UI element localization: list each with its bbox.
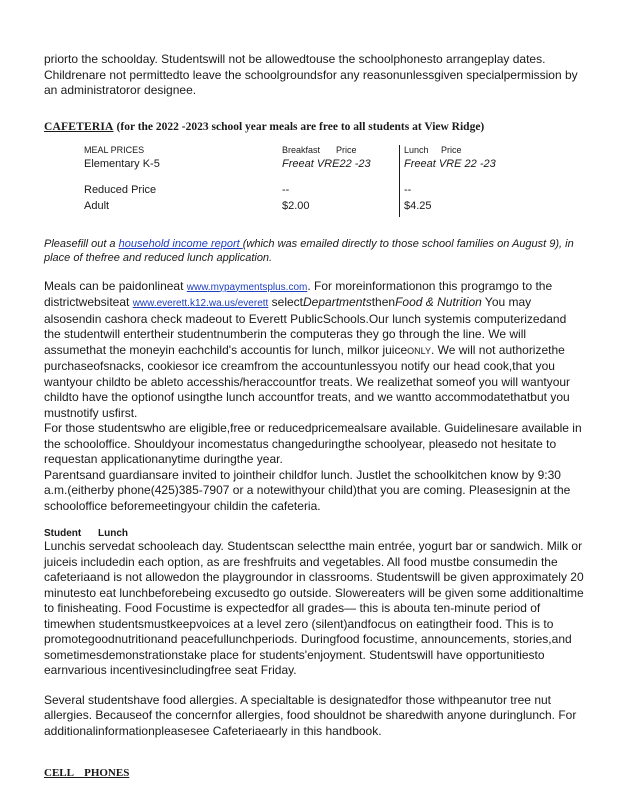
payment-text-5: . We will not authorizethe purchaseofsnacks, cookiesor ice creamfrom the accountunlessyou notify our head cook,that you wantyour childto be ableto accesshis/heraccountfor treats. We realizethat someof you will wantyour childto have the optionof usingthe lunch accountfor treats, and we wantto accommodatethatbut you mustnotify usfirst.: [44, 342, 571, 420]
note-prefix: Pleasefill out a: [44, 237, 119, 250]
lunch-header: Lunch: [404, 144, 429, 155]
row-elementary-breakfast: Freeat VRE22 -23: [282, 157, 371, 170]
payment-text-4: You may alsosendin cashora check madeout to Everett PublicSchools.Our lunch systemis computerizedand the studentwill entertheir studentnumberin the computeras they go through the line. We will assumethat the moneyin eachchild's accountis for lunch, milkor juice: [44, 295, 567, 357]
only-text: ONLY: [407, 345, 431, 356]
payment-paragraph: [44, 279, 584, 422]
mypaymentsplus-link[interactable]: www.mypaymentsplus.com: [186, 281, 308, 293]
lunch-price-header: Price: [441, 144, 462, 155]
payment-text-1: Meals can be paidonlineat: [44, 278, 187, 293]
row-adult-breakfast: $2.00: [282, 199, 310, 212]
meal-prices-header: MEAL PRICES: [84, 144, 145, 155]
eligibility-paragraph: For those studentswho are eligible,free or reducedpricemealsare available. Guidelinesare available in the schooloffice. Shouldyour incomestatus changeduringthe schoolyear, pleasedo not hesitate to requestan applicationanytime duringthe year.: [44, 421, 582, 466]
household-income-report-link[interactable]: household income report: [118, 237, 243, 250]
row-adult-lunch: $4.25: [404, 199, 432, 212]
meal-price-table: [44, 143, 584, 221]
parents-paragraph: Parentsand guardiansare invited to jointheir childfor lunch. Justlet the schoolkitchen know by 9:30 a.m.(eitherby phone(425)385-7907 or a notewithyour child)that you are coming. Pleasesignin at the schooloffice beforemeetingyour childin the cafeteria.: [44, 467, 571, 513]
student-lunch-paragraph: Lunchis servedat schooleach day. Studentscan selectthe main entrée, yogurt bar or sandwich. Milk or juiceis includedin each option, as are freshfruits and vegetables. All food mustbe consumedin the cafeteriaand is not allowedon the playgroundor in classrooms. Studentswill be given approximately 20 minutesto eat lunchbeforebeing excusedto go outside. Slowereaters will be given some additionaltime to finisheating. Food Focustime is expectedfor all grades— this is abouta ten-minute period of timewhen studentsmustkeepvoices at a level zero (silent)andfocus on eatingtheir food. This is to promotegoodnutritionand peacefullunchperiods. Duringfood focustime, announcements, stories,and sometimesdemonstrationstake place for students'enjoyment. Studentswill have opportunitiesto earnvarious incentivesincludingfree seat Friday.: [44, 539, 584, 677]
household-income-note: [44, 237, 584, 265]
row-reduced-label: Reduced Price: [84, 183, 157, 196]
row-reduced-lunch: --: [404, 183, 412, 196]
cafeteria-heading: CAFETERIA: [44, 120, 114, 133]
allergies-paragraph: Several studentshave food allergies. A specialtable is designatedfor those withpeanutor tree nut allergies. Becauseof the concernfor allergies, food shouldnot be sharedwith anyone duringlunch. For additionalinformationpleasesee Cafeteriaearly in this handbook.: [44, 692, 577, 738]
departments-text: Departments: [303, 295, 372, 309]
district-website-link[interactable]: www.everett.k12.wa.us/everett: [132, 298, 269, 309]
then-text: then: [371, 295, 396, 309]
note-suffix: (which was emailed directly to those school families on August 9), in place of thefree and reduced lunch application.: [44, 237, 574, 264]
cafeteria-heading-row: [44, 121, 584, 133]
cell-phones-heading: CELL PHONES: [44, 767, 130, 779]
breakfast-header: Breakfast: [282, 144, 321, 155]
payment-text-2: . For moreinformationon this programgo to the districtwebsiteat: [44, 278, 553, 309]
cafeteria-heading-note: (for the 2022 -2023 school year meals are free to all students at View Ridge): [116, 120, 485, 133]
breakfast-price-header: Price: [336, 144, 357, 155]
row-elementary-label: Elementary K-5: [84, 157, 160, 170]
payment-text-3: select: [268, 295, 304, 309]
student-lunch-heading: Student Lunch: [44, 528, 128, 539]
row-reduced-breakfast: --: [282, 183, 290, 196]
row-adult-label: Adult: [84, 199, 110, 212]
row-elementary-lunch: Freeat VRE 22 -23: [404, 157, 496, 170]
food-nutrition-text: Food & Nutrition: [395, 295, 482, 309]
document-page: [44, 52, 584, 779]
table-divider: [399, 145, 400, 217]
intro-paragraph: priorto the schoolday. Studentswill not be allowedtouse the schoolphonesto arrangeplay dates. Childrenare not permittedto leave the schoolgroundsfor any reasonunlessgiven specialpermission by an administratoror designee.: [44, 52, 578, 97]
